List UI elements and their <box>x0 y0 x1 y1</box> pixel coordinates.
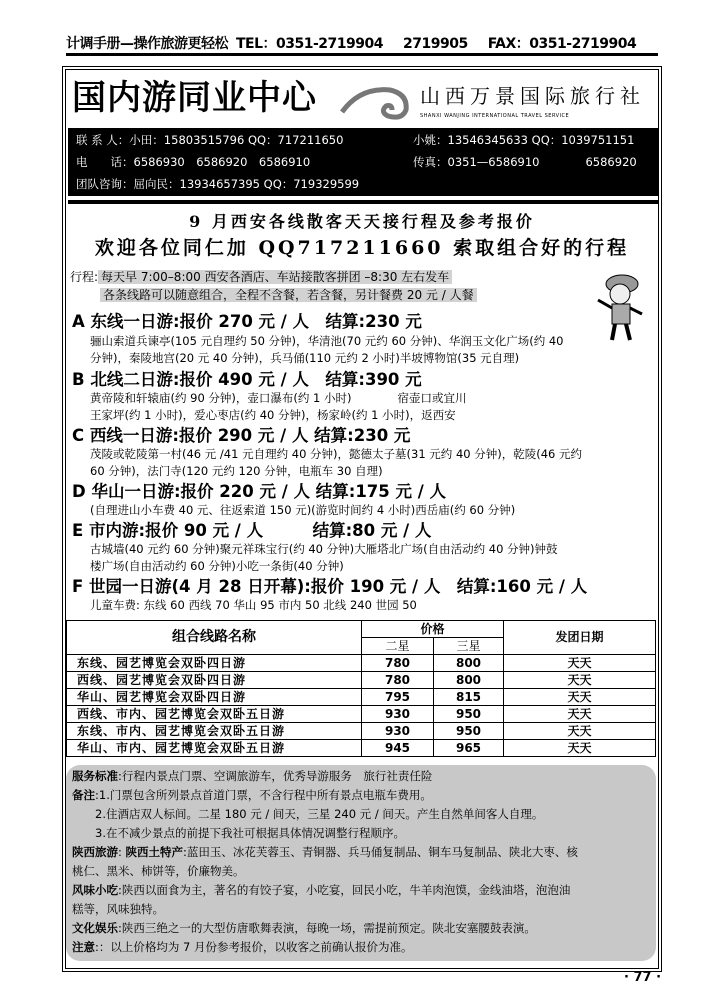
route-name: 西线、园艺博览会双卧四日游 <box>67 672 362 689</box>
note-line <box>72 862 650 881</box>
note-line <box>72 881 650 900</box>
swirl-logo-icon <box>340 82 410 122</box>
route-name: 东线、园艺博览会双卧四日游 <box>67 655 362 672</box>
route-detail: 分钟)，秦陵地宫(20 元 40 分钟)，兵马俑(110 元约 2 小时)半坡博物馆(35 元自理) <box>90 351 520 365</box>
table-row <box>67 689 656 706</box>
price-two-star: 780 <box>362 655 434 672</box>
route-detail: 骊山索道兵谏亭(105 元自理约 50 分钟)，华清池(70 元约 60 分钟)、华润玉文化广场(约 40 <box>90 334 564 348</box>
itinerary <box>70 268 477 304</box>
price-three-star: 965 <box>434 740 504 757</box>
route-heading: A 东线一日游:报价 270 元 / 人 结算:230 元 <box>72 312 422 331</box>
header-fax: FAX：0351-2719904 <box>487 36 637 52</box>
route-detail: 楼广场(自由活动约 60 分钟)小吃一条街(40 分钟) <box>90 559 344 573</box>
note-text: 3.在不减少景点的前提下我社可根据具体情况调整行程顺序。 <box>72 826 405 840</box>
price-three-star: 815 <box>434 689 504 706</box>
title-line2: 欢迎各位同仁加 QQ717211660 索取组合好的行程 <box>94 237 630 259</box>
route-heading: B 北线二日游:报价 490 元 / 人 结算:390 元 <box>72 370 422 389</box>
table-row <box>67 723 656 740</box>
contact-box <box>68 128 658 196</box>
price-table <box>66 620 656 757</box>
title-line1: 9 月西安各线散客天天接行程及参考报价 <box>189 212 535 231</box>
th-three-star: 三星 <box>434 638 504 655</box>
note-text: :蓝田玉、冰花芙蓉玉、青铜器、兵马俑复制品、铜车马复制品、陕北大枣、核 <box>183 845 578 859</box>
th-name: 组合线路名称 <box>67 621 362 655</box>
itinerary-line2: 各条线路可以随意组合，全程不含餐，若含餐，另计餐费 20 元 / 人餐 <box>100 288 477 302</box>
contact-line2-left: 电 话：6586930 6586920 6586910 <box>76 155 311 169</box>
note-line <box>72 938 650 957</box>
route-name: 东线、市内、园艺博览会双卧五日游 <box>67 723 362 740</box>
header-bar <box>66 34 658 56</box>
price-three-star: 950 <box>434 723 504 740</box>
notes-box <box>66 765 656 961</box>
header-slogan: 计调手册—操作旅游更轻松 <box>66 36 228 52</box>
route-heading: D 华山一日游:报价 220 元 / 人 结算:175 元 / 人 <box>72 482 447 501</box>
note-text: :1.门票包含所列景点首道门票，不含行程中所有景点电瓶车费用。 <box>95 788 432 802</box>
route-detail: 黄帝陵和轩辕庙(约 90 分钟)，壶口瀑布(约 1 小时) 宿壶口或宜川 <box>90 391 467 405</box>
route-detail: (自理进山小车费 40 元、往返索道 150 元)(游览时间约 4 小时)西岳庙(约 60 分钟) <box>90 503 516 517</box>
logo: 国内游同业中心 <box>72 78 317 118</box>
note-text: :陕西以面食为主，著名的有饺子宴，小吃宴，回民小吃，牛羊肉泡馍，金线油塔，泡泡油 <box>118 883 571 897</box>
note-text: 糕等，风味独特。 <box>72 902 164 916</box>
note-text: :陕西三绝之一的大型仿唐歌舞表演，每晚一场，需提前预定。陕北安塞腰鼓表演。 <box>118 921 536 935</box>
note-text: 2.住酒店双人标间。二星 180 元 / 间天，三星 240 元 / 间天。产生自然单间客人自理。 <box>72 807 544 821</box>
departure: 天天 <box>504 672 656 689</box>
route-detail: 王家坪(约 1 小时)，爱心枣店(约 40 分钟)，杨家岭(约 1 小时)，返西安 <box>90 408 456 422</box>
departure: 天天 <box>504 740 656 757</box>
price-two-star: 930 <box>362 723 434 740</box>
itinerary-line1: 每天早 7:00–8:00 西安各酒店、车站接散客拼团 –8:30 左右发车 <box>98 270 452 284</box>
note-text: :行程内景点门票、空调旅游车，优秀导游服务 旅行社责任险 <box>118 769 433 783</box>
note-line <box>72 767 650 786</box>
price-two-star: 945 <box>362 740 434 757</box>
itinerary-label: 行程: <box>70 270 99 284</box>
note-line <box>72 900 650 919</box>
departure: 天天 <box>504 706 656 723</box>
th-departure: 发团日期 <box>504 621 656 655</box>
note-label: 陕西旅游 <box>72 845 118 859</box>
header-tel2: 2719905 <box>403 36 468 52</box>
route-detail: 儿童车费: 东线 60 西线 70 华山 95 市内 50 北线 240 世园 50 <box>90 598 417 612</box>
note-text: 桃仁、黑米、柿饼等，价廉物美。 <box>72 864 245 878</box>
agency-name-en: SHANXI WANJING INTERNATIONAL TRAVEL SERVICE <box>420 113 570 119</box>
route-detail: 古城墙(40 元约 60 分钟)聚元祥珠宝行(约 40 分钟)大雁塔北广场(自由活动约 40 分钟)钟鼓 <box>90 542 558 556</box>
route-detail: 茂陵或乾陵第一村(46 元 /41 元自理约 40 分钟)，懿德太子墓(31 元约 40 分钟)，乾陵(46 元约 <box>90 447 583 461</box>
note-line <box>72 843 650 862</box>
table-row <box>67 655 656 672</box>
note-line <box>72 786 650 805</box>
table-row <box>67 740 656 757</box>
note-label: 注意 <box>72 940 95 954</box>
price-two-star: 795 <box>362 689 434 706</box>
note-label: 备注 <box>72 788 95 802</box>
th-price: 价格 <box>362 621 504 638</box>
note-line <box>72 824 650 843</box>
departure: 天天 <box>504 689 656 706</box>
route-heading: E 市内游:报价 90 元 / 人 结算:80 元 / 人 <box>72 521 432 540</box>
note-label: 文化娱乐 <box>72 921 118 935</box>
note-line <box>72 805 650 824</box>
price-three-star: 950 <box>434 706 504 723</box>
price-two-star: 780 <box>362 672 434 689</box>
route-heading: C 西线一日游:报价 290 元 / 人 结算:230 元 <box>72 426 411 445</box>
route-name: 华山、园艺博览会双卧四日游 <box>67 689 362 706</box>
route-name: 西线、市内、园艺博览会双卧五日游 <box>67 706 362 723</box>
note-text: :：以上价格均为 7 月份参考报价，以收客之前确认报价为准。 <box>95 940 413 954</box>
page-number: · 77 · <box>624 970 662 985</box>
departure: 天天 <box>504 655 656 672</box>
mascot-illustration-icon <box>590 270 650 345</box>
table-row <box>67 672 656 689</box>
contact-line3: 团队咨询：屈向民：13934657395 QQ：719329599 <box>76 177 360 191</box>
divider <box>68 200 658 204</box>
price-two-star: 930 <box>362 706 434 723</box>
note-label: 风味小吃 <box>72 883 118 897</box>
route-name: 华山、市内、园艺博览会双卧五日游 <box>67 740 362 757</box>
header-tel: TEL：0351-2719904 <box>236 36 383 52</box>
note-sep: : <box>118 845 126 859</box>
contact-line1-right: 小姚：13546345633 QQ：1039751151 <box>413 133 635 147</box>
note-label: 服务标准 <box>72 769 118 783</box>
route-detail: 60 分钟)，法门寺(120 元约 120 分钟，电瓶车 30 自理) <box>90 464 383 478</box>
contact-line1-left: 联 系 人：小田：15803515796 QQ：717211650 <box>76 133 344 147</box>
agency-name: 山西万景国际旅行社 <box>420 84 645 108</box>
note-label2: 陕西土特产 <box>125 845 184 859</box>
departure: 天天 <box>504 723 656 740</box>
route-heading: F 世园一日游(4 月 28 日开幕):报价 190 元 / 人 结算:160 元 / 人 <box>72 577 588 596</box>
contact-line2-right: 传真：0351—6586910 6586920 <box>413 155 637 169</box>
table-row <box>67 706 656 723</box>
price-three-star: 800 <box>434 672 504 689</box>
price-three-star: 800 <box>434 655 504 672</box>
th-two-star: 二星 <box>362 638 434 655</box>
note-line <box>72 919 650 938</box>
